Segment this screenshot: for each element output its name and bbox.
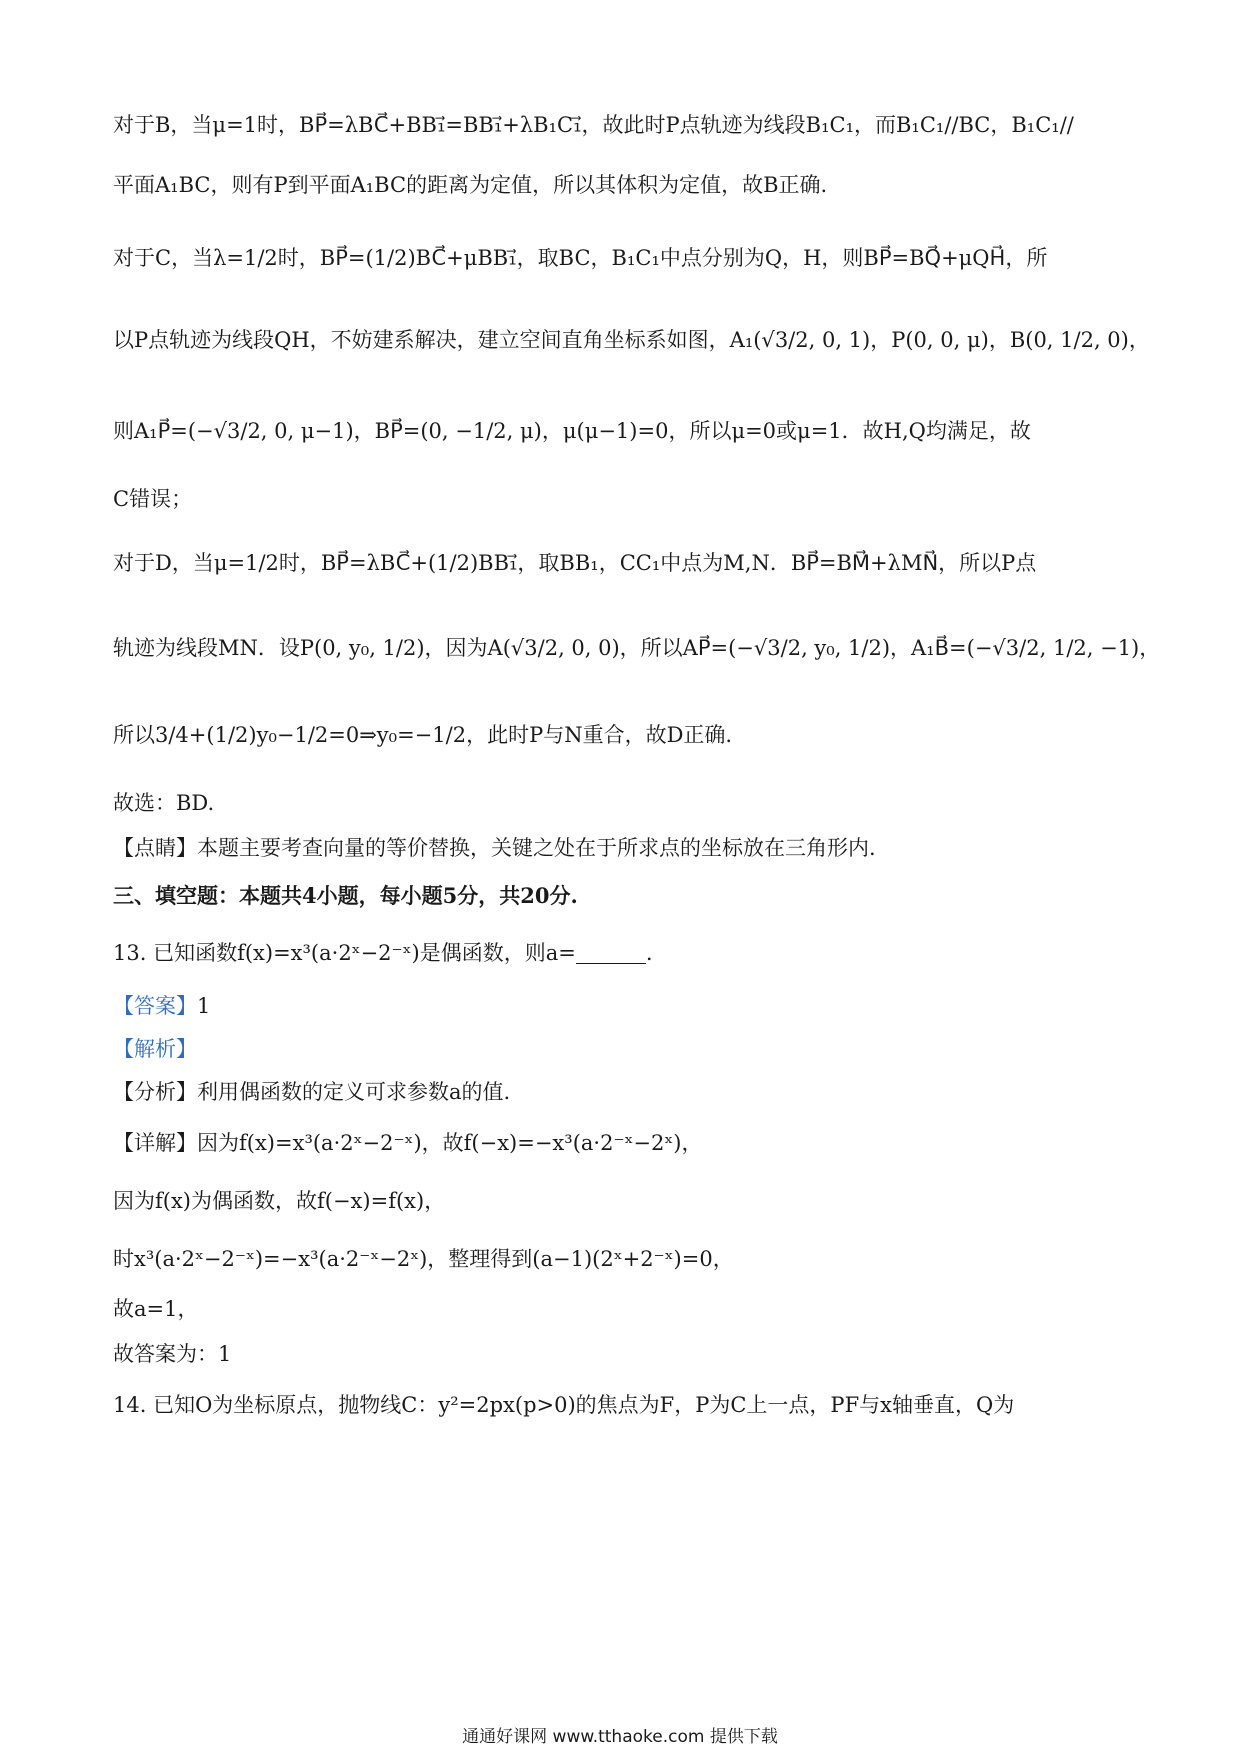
analysis-tag xyxy=(113,1036,1140,1063)
line-text: 【分析】利用偶函数的定义可求参数a的值. xyxy=(113,1080,511,1104)
line-text: 平面A₁BC，则有P到平面A₁BC的距离为定值，所以其体积为定值，故B正确. xyxy=(113,173,828,197)
line-text: 【详解】因为f(x)=x³(a·2ˣ−2⁻ˣ)，故f(−x)=−x³(a·2⁻ˣ−2ˣ)， xyxy=(113,1131,703,1155)
line-text: 以P点轨迹为线段QH，不妨建系解决，建立空间直角坐标系如图，A₁(√3/2, 0, 1)，P(0, 0, μ)，B(0, 1/2, 0)， xyxy=(113,328,1150,352)
answer-blank xyxy=(576,943,646,964)
text-line-a-value xyxy=(113,1296,1140,1323)
line-text: C错误； xyxy=(113,487,193,511)
line-text: 故a=1， xyxy=(113,1297,199,1321)
line-text: 因为f(x)为偶函数，故f(−x)=f(x)， xyxy=(113,1189,446,1213)
text-line-comment xyxy=(113,835,1140,862)
question-13 xyxy=(113,940,1140,967)
line-text: 故选：BD. xyxy=(113,791,215,815)
text-line-c-coords xyxy=(113,327,1150,354)
text-line-choice xyxy=(113,790,1140,817)
text-line-d-coords xyxy=(113,635,1161,662)
line-text: 故答案为：1 xyxy=(113,1342,232,1366)
line-text: 所以3/4+(1/2)y₀−1/2=0⇒y₀=−1/2，此时P与N重合，故D正确. xyxy=(113,723,733,747)
question-text: 13. 已知函数f(x)=x³(a·2ˣ−2⁻ˣ)是偶函数，则a= xyxy=(113,941,576,965)
question-text: 14. 已知O为坐标原点，抛物线C：y²=2px(p>0)的焦点为F，P为C上一点，PF与x轴垂直，Q为 xyxy=(113,1393,1015,1417)
text-line-b-option xyxy=(113,112,1140,139)
text-line-c-vectors xyxy=(113,418,1140,445)
answer-value: 1 xyxy=(197,994,211,1018)
analysis-text: 【解析】 xyxy=(113,1037,197,1061)
question-period: . xyxy=(645,941,653,965)
section-heading xyxy=(113,882,1140,909)
line-text: 轨迹为线段MN．设P(0, y₀, 1/2)，因为A(√3/2, 0, 0)，所以AP⃗=(−√3/2, y₀, 1/2)，A₁B⃗=(−√3/2, 1/2, −1)， xyxy=(113,636,1161,660)
text-line-analysis xyxy=(113,1079,1140,1106)
line-text: 对于D，当μ=1/2时，BP⃗=λBC⃗+(1/2)BB₁⃗，取BB₁，CC₁中点为M,N．BP⃗=BM⃗+λMN⃗，所以P点 xyxy=(113,551,1037,575)
question-14 xyxy=(113,1392,1140,1419)
answer-tag: 【答案】 xyxy=(113,994,197,1018)
line-text: 对于B，当μ=1时，BP⃗=λBC⃗+BB₁⃗=BB₁⃗+λB₁C₁⃗，故此时P点轨迹为线段B₁C₁，而B₁C₁//BC，B₁C₁// xyxy=(113,113,1074,137)
text-line-final-answer xyxy=(113,1341,1140,1368)
answer-line xyxy=(113,993,1140,1020)
page-footer: 通通好课网 www.tthaoke.com 提供下载 xyxy=(462,1727,778,1747)
text-line-even xyxy=(113,1188,1140,1215)
text-line-detail xyxy=(113,1130,1140,1157)
text-line-d-option xyxy=(113,550,1140,577)
text-line-c-option xyxy=(113,245,1140,272)
line-text: 时x³(a·2ˣ−2⁻ˣ)=−x³(a·2⁻ˣ−2ˣ)，整理得到(a−1)(2ˣ+2⁻ˣ)=0， xyxy=(113,1247,734,1271)
text-line-d-conclusion xyxy=(113,722,1140,749)
line-text: 【点睛】本题主要考查向量的等价替换，关键之处在于所求点的坐标放在三角形内. xyxy=(113,836,876,860)
text-line-b-conclusion xyxy=(113,172,1140,199)
text-line-rearrange xyxy=(113,1246,1140,1273)
line-text: 对于C，当λ=1/2时，BP⃗=(1/2)BC⃗+μBB₁⃗，取BC，B₁C₁中点分别为Q，H，则BP⃗=BQ⃗+μQH⃗，所 xyxy=(113,246,1048,270)
text-line-c-wrong xyxy=(113,486,1140,513)
line-text: 则A₁P⃗=(−√3/2, 0, μ−1)，BP⃗=(0, −1/2, μ)，μ(μ−1)=0，所以μ=0或μ=1．故H,Q均满足，故 xyxy=(113,419,1031,443)
heading-text: 三、填空题：本题共4小题，每小题5分，共20分. xyxy=(113,883,578,908)
